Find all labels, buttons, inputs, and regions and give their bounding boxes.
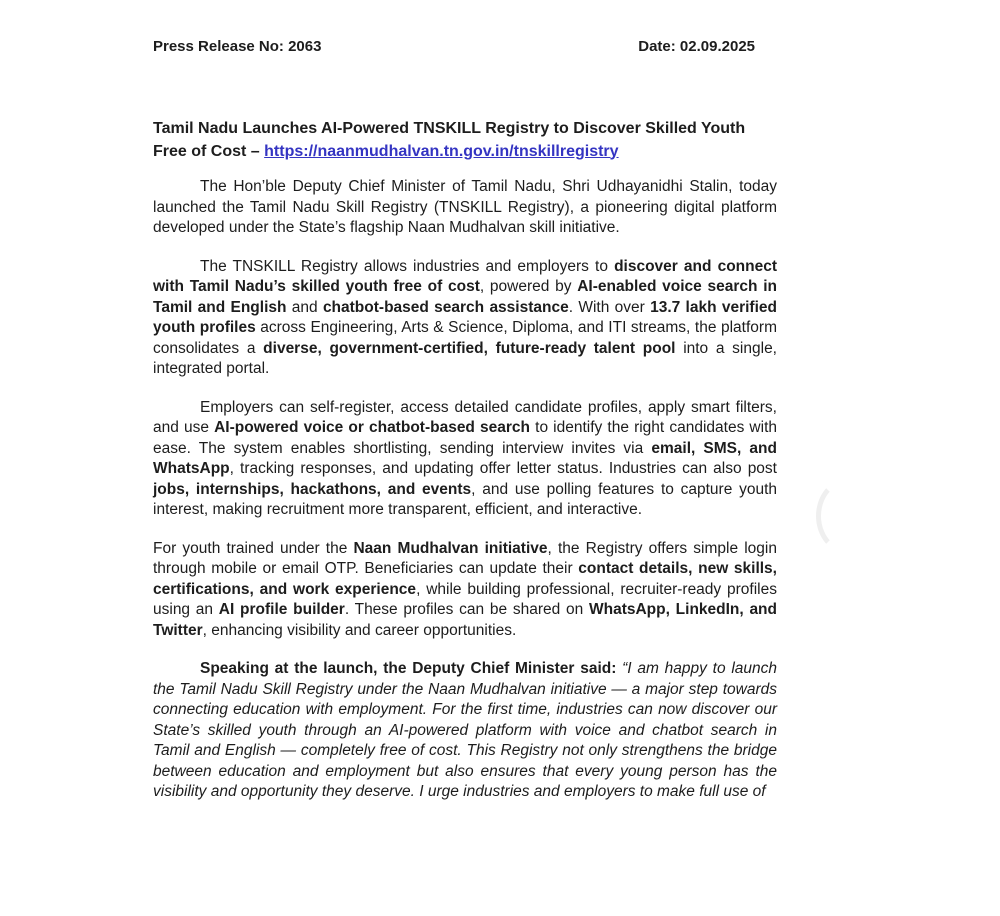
text-segment: For youth trained under the	[153, 539, 354, 557]
text-segment: AI profile builder	[218, 601, 345, 618]
text-segment: The Hon’ble Deputy Chief Minister of Tamil Nadu, Shri Udhayanidhi Stalin, today launched the Tamil Nadu Skill Registry (TNSKILL Registry), a pioneering digital platform developed under the State’s flagship Naan Mudhalvan skill initiative.	[153, 178, 777, 236]
document-header	[153, 38, 777, 55]
document	[153, 38, 777, 821]
text-segment: discover and connect with Tamil Nadu’s skilled youth free of cost	[153, 257, 777, 295]
text-segment: into a single, integrated portal.	[153, 339, 777, 377]
text-segment: , the Registry offers simple login through mobile or email OTP. Beneficiaries can update their	[153, 539, 777, 577]
title-text: Tamil Nadu Launches AI-Powered TNSKILL Registry to Discover Skilled Youth Free of Cost –	[153, 120, 746, 160]
paragraph	[153, 398, 777, 521]
text-segment: . With over	[568, 298, 651, 316]
text-segment: The TNSKILL Registry allows industries and employers to	[200, 257, 615, 275]
text-segment: “I am happy to launch the Tamil Nadu Skill Registry under the Naan Mudhalvan initiative — a major step towards connecting education with employment. For the first time, industries can now discover our State’s skilled youth through an AI-powered platform with voice and chatbot search in Tamil and English — completely free of cost. This Registry not only strengthens the bridge between education and employment but also ensures that every young person has the visibility and opportunity they deserve. I urge industries and employers to make full use of	[153, 660, 777, 800]
paragraph	[153, 257, 777, 380]
text-segment: AI-enabled voice search in Tamil and English	[153, 278, 777, 316]
text-segment: , powered by	[479, 278, 578, 295]
text-segment: contact details, new skills, certifications, and work experience	[153, 560, 777, 598]
text-segment: , enhancing visibility and career opportunities.	[202, 621, 517, 639]
text-segment: and	[286, 298, 323, 316]
text-segment: chatbot-based search assistance	[322, 298, 569, 316]
text-segment: AI-powered voice or chatbot-based search	[214, 419, 531, 436]
text-segment: 13.7 lakh verified youth profiles	[153, 298, 777, 336]
text-segment: , while building professional, recruiter-ready profiles using an	[153, 580, 777, 618]
text-segment: jobs, internships, hackathons, and events	[153, 480, 472, 498]
page-curl-artifact	[816, 478, 880, 554]
text-segment: diverse, government-certified, future-ready talent pool	[263, 339, 676, 357]
text-segment: , and use polling features to capture youth interest, making recruitment more transparent, efficient, and interactive.	[153, 480, 777, 518]
paragraph	[153, 177, 777, 239]
press-release-number: Press Release No: 2063	[153, 38, 322, 55]
registry-link[interactable]: https://naanmudhalvan.tn.gov.in/tnskillregistry	[264, 142, 619, 160]
paragraph	[153, 659, 777, 803]
text-segment: WhatsApp, LinkedIn, and Twitter	[153, 601, 777, 639]
document-body	[153, 177, 777, 803]
text-segment: across Engineering, Arts & Science, Diploma, and ITI streams, the platform consolidates a	[153, 319, 777, 357]
text-segment: Speaking at the launch, the Deputy Chief Minister said:	[200, 660, 623, 677]
text-segment: , tracking responses, and updating offer letter status. Industries can also post	[229, 460, 777, 477]
document-title	[153, 118, 777, 163]
text-segment: . These profiles can be shared on	[344, 601, 589, 618]
paragraph	[153, 539, 777, 642]
text-segment: Naan Mudhalvan initiative	[353, 539, 548, 557]
text-segment: to identify the right candidates with ease. The system enables shortlisting, sending interview invites via	[153, 419, 777, 457]
text-segment: Employers can self-register, access detailed candidate profiles, apply smart filters, and use	[153, 398, 777, 436]
date-label: Date: 02.09.2025	[638, 38, 755, 55]
text-segment: email, SMS, and WhatsApp	[153, 439, 777, 477]
